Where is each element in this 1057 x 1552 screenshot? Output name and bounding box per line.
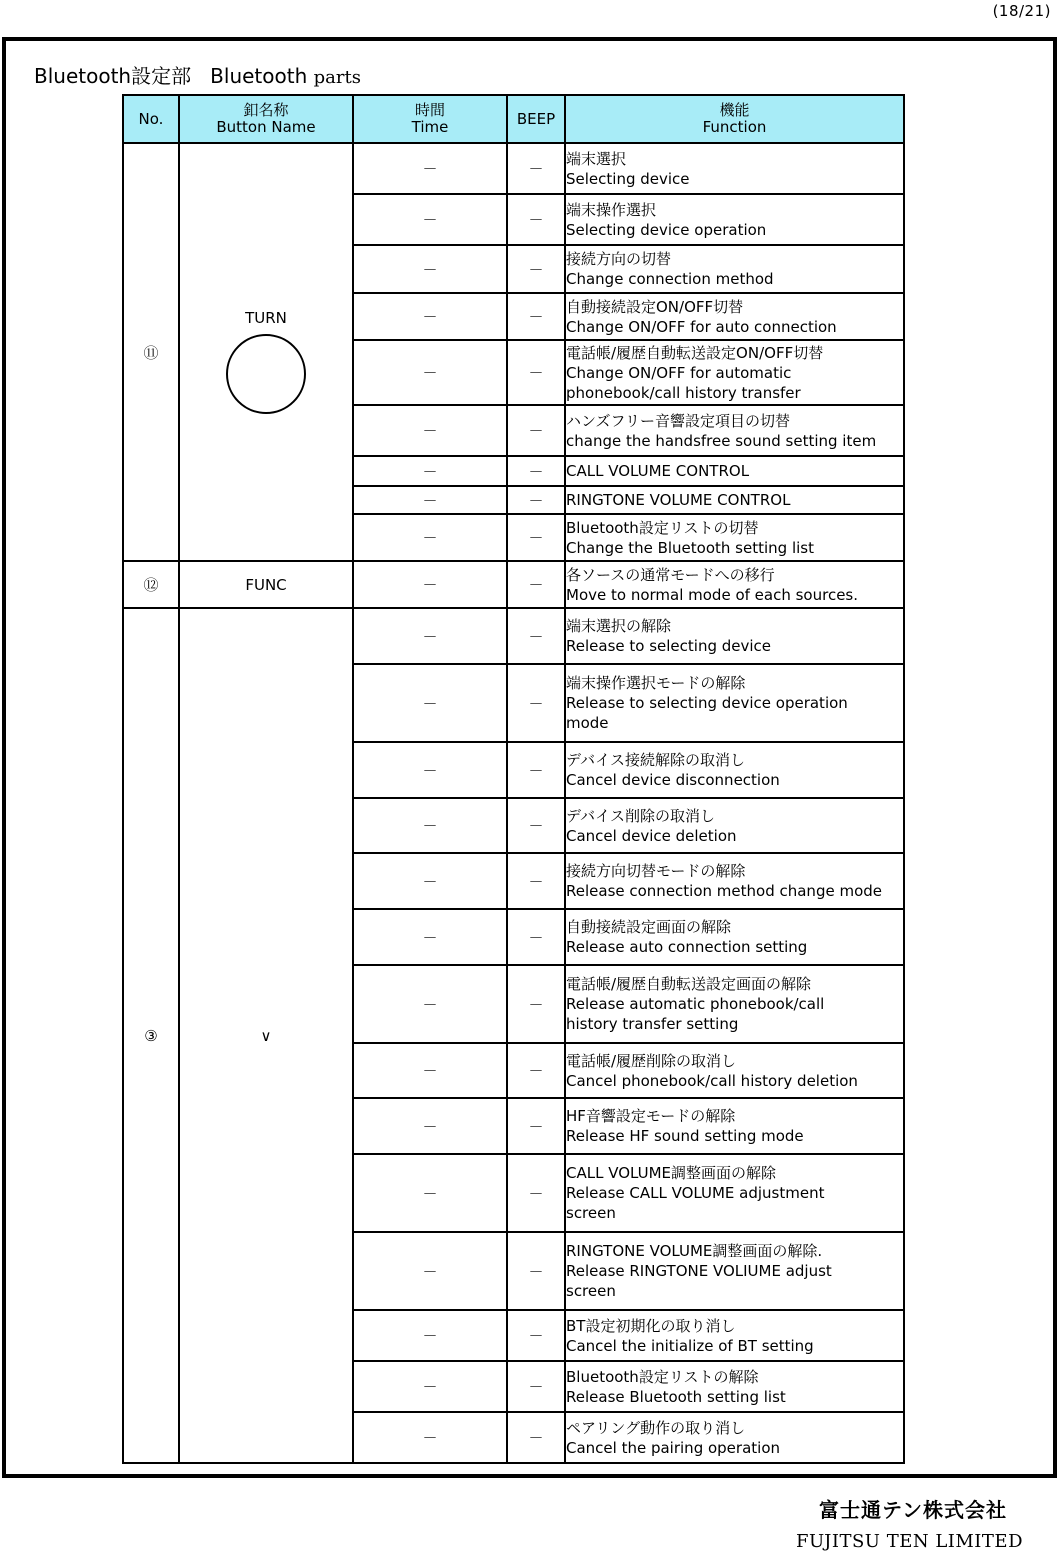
function-line: Release to selecting device bbox=[566, 637, 772, 655]
beep-value: － bbox=[507, 1361, 565, 1412]
time-value: － bbox=[353, 853, 507, 909]
beep-value: － bbox=[507, 340, 565, 405]
function-description bbox=[565, 486, 904, 514]
function-line: phonebook/call history transfer bbox=[566, 383, 801, 402]
function-line: Cancel the pairing operation bbox=[566, 1438, 780, 1457]
function-description bbox=[565, 143, 904, 194]
function-description bbox=[565, 245, 904, 293]
function-description bbox=[565, 340, 904, 405]
button-name: FUNC bbox=[179, 561, 353, 608]
function-line: Release Bluetooth setting list bbox=[566, 1387, 786, 1406]
function-line: Bluetooth設定リストの切替 bbox=[566, 518, 759, 537]
beep-value: － bbox=[507, 194, 565, 245]
beep-value: － bbox=[507, 909, 565, 965]
function-line: ペアリング動作の取り消し bbox=[566, 1418, 746, 1437]
function-line: RINGTONE VOLUME CONTROL bbox=[566, 491, 791, 509]
time-value: － bbox=[353, 1361, 507, 1412]
beep-value: － bbox=[507, 965, 565, 1043]
function-description bbox=[565, 405, 904, 456]
table-row bbox=[123, 608, 904, 664]
beep-value: － bbox=[507, 486, 565, 514]
button-function-table bbox=[122, 94, 905, 1464]
function-line: history transfer setting bbox=[566, 1015, 739, 1033]
time-value: － bbox=[353, 1232, 507, 1310]
section-title bbox=[34, 60, 361, 89]
time-value: － bbox=[353, 514, 507, 561]
function-description bbox=[565, 1154, 904, 1232]
time-value: － bbox=[353, 1154, 507, 1232]
time-value: － bbox=[353, 608, 507, 664]
function-description bbox=[565, 798, 904, 853]
function-description bbox=[565, 561, 904, 608]
time-value: － bbox=[353, 909, 507, 965]
function-line: ハンズフリー音響設定項目の切替 bbox=[566, 411, 790, 430]
function-line: Change ON/OFF for automatic bbox=[566, 363, 792, 382]
function-line: Cancel the initialize of BT setting bbox=[566, 1336, 814, 1355]
function-description bbox=[565, 194, 904, 245]
function-description bbox=[565, 1361, 904, 1412]
button-name: ∨ bbox=[179, 608, 353, 1463]
header-function: 機能 Function bbox=[565, 95, 904, 143]
table-row bbox=[123, 561, 904, 608]
function-line: Release to selecting device operation bbox=[566, 694, 848, 712]
time-value: － bbox=[353, 965, 507, 1043]
time-value: － bbox=[353, 456, 507, 486]
function-line: Change ON/OFF for auto connection bbox=[566, 317, 837, 336]
function-line: 電話帳/履歴削除の取消し bbox=[566, 1051, 737, 1070]
function-line: 電話帳/履歴自動転送設定画面の解除 bbox=[566, 975, 812, 993]
time-value: － bbox=[353, 486, 507, 514]
header-button-name: 釦名称 Button Name bbox=[179, 95, 353, 143]
function-line: HF音響設定モードの解除 bbox=[566, 1107, 736, 1125]
function-description bbox=[565, 853, 904, 909]
function-line: Release connection method change mode bbox=[566, 882, 882, 900]
function-description bbox=[565, 742, 904, 798]
function-line: change the handsfree sound setting item bbox=[566, 431, 877, 450]
time-value: － bbox=[353, 664, 507, 742]
time-value: － bbox=[353, 405, 507, 456]
time-value: － bbox=[353, 798, 507, 853]
time-value: － bbox=[353, 1412, 507, 1463]
time-value: － bbox=[353, 1098, 507, 1154]
company-name-jp: 富士通テン株式会社 bbox=[819, 1498, 1007, 1522]
time-value: － bbox=[353, 1043, 507, 1098]
button-name: TURN bbox=[245, 309, 287, 327]
function-description bbox=[565, 1412, 904, 1463]
function-line: 接続方向切替モードの解除 bbox=[566, 862, 746, 880]
header-no: No. bbox=[123, 95, 179, 143]
row-number: ③ bbox=[123, 608, 179, 1463]
function-description bbox=[565, 1310, 904, 1361]
section-title-en-parts: parts bbox=[313, 67, 361, 88]
function-line: screen bbox=[566, 1204, 616, 1222]
function-description bbox=[565, 965, 904, 1043]
header-time: 時間 Time bbox=[353, 95, 507, 143]
beep-value: － bbox=[507, 664, 565, 742]
section-title-en: Bluetooth bbox=[210, 64, 308, 88]
function-line: 接続方向の切替 bbox=[566, 250, 672, 268]
function-line: CALL VOLUME CONTROL bbox=[566, 462, 750, 480]
function-line: screen bbox=[566, 1282, 616, 1300]
function-line: RINGTONE VOLUME調整画面の解除. bbox=[566, 1242, 823, 1260]
beep-value: － bbox=[507, 742, 565, 798]
time-value: － bbox=[353, 1310, 507, 1361]
row-number: ⑫ bbox=[123, 561, 179, 608]
function-line: デバイス削除の取消し bbox=[566, 806, 715, 825]
beep-value: － bbox=[507, 1232, 565, 1310]
beep-value: － bbox=[507, 561, 565, 608]
time-value: － bbox=[353, 561, 507, 608]
function-line: Selecting device bbox=[566, 169, 690, 188]
function-line: Cancel phonebook/call history deletion bbox=[566, 1071, 858, 1090]
table-body bbox=[123, 143, 904, 1463]
beep-value: － bbox=[507, 1412, 565, 1463]
function-line: Release RINGTONE VOLIUME adjust bbox=[566, 1262, 832, 1280]
turn-knob-icon bbox=[226, 334, 306, 414]
function-line: mode bbox=[566, 714, 609, 732]
beep-value: － bbox=[507, 1098, 565, 1154]
function-line: 各ソースの通常モードへの移行 bbox=[566, 565, 775, 584]
time-value: － bbox=[353, 742, 507, 798]
beep-value: － bbox=[507, 798, 565, 853]
beep-value: － bbox=[507, 514, 565, 561]
function-line: Bluetooth設定リストの解除 bbox=[566, 1367, 759, 1386]
function-line: 電話帳/履歴自動転送設定ON/OFF切替 bbox=[566, 343, 824, 362]
function-line: Change connection method bbox=[566, 270, 774, 288]
button-name-cell bbox=[179, 143, 353, 561]
header-beep: BEEP bbox=[507, 95, 565, 143]
time-value: － bbox=[353, 143, 507, 194]
function-description bbox=[565, 1232, 904, 1310]
function-description bbox=[565, 293, 904, 340]
beep-value: － bbox=[507, 853, 565, 909]
function-line: 端末操作選択モードの解除 bbox=[566, 674, 746, 692]
function-line: Move to normal mode of each sources. bbox=[566, 585, 859, 604]
turn-knob-illustration bbox=[180, 309, 352, 418]
function-line: デバイス接続解除の取消し bbox=[566, 751, 745, 769]
function-description bbox=[565, 1098, 904, 1154]
function-line: 端末操作選択 bbox=[566, 200, 657, 219]
beep-value: － bbox=[507, 245, 565, 293]
beep-value: － bbox=[507, 1154, 565, 1232]
beep-value: － bbox=[507, 293, 565, 340]
function-line: 自動接続設定ON/OFF切替 bbox=[566, 297, 744, 316]
function-line: BT設定初期化の取り消し bbox=[566, 1316, 736, 1335]
time-value: － bbox=[353, 293, 507, 340]
function-line: Release auto connection setting bbox=[566, 938, 808, 956]
function-line: Selecting device operation bbox=[566, 220, 767, 239]
beep-value: － bbox=[507, 1043, 565, 1098]
beep-value: － bbox=[507, 456, 565, 486]
beep-value: － bbox=[507, 608, 565, 664]
function-line: Cancel device deletion bbox=[566, 826, 737, 845]
time-value: － bbox=[353, 340, 507, 405]
function-line: CALL VOLUME調整画面の解除 bbox=[566, 1164, 777, 1182]
function-line: 自動接続設定画面の解除 bbox=[566, 918, 732, 936]
function-line: Release HF sound setting mode bbox=[566, 1127, 804, 1145]
time-value: － bbox=[353, 245, 507, 293]
function-line: 端末選択 bbox=[566, 149, 627, 168]
function-line: Change the Bluetooth setting list bbox=[566, 538, 814, 557]
table-row bbox=[123, 143, 904, 194]
function-description bbox=[565, 608, 904, 664]
function-line: Release automatic phonebook/call bbox=[566, 995, 825, 1013]
page-number: (18/21) bbox=[992, 2, 1051, 20]
function-description bbox=[565, 1043, 904, 1098]
row-number: ⑪ bbox=[123, 143, 179, 561]
function-line: Release CALL VOLUME adjustment bbox=[566, 1184, 825, 1202]
section-title-jp: Bluetooth設定部 bbox=[34, 64, 192, 88]
function-description bbox=[565, 514, 904, 561]
beep-value: － bbox=[507, 1310, 565, 1361]
table-header-row bbox=[123, 95, 904, 143]
time-value: － bbox=[353, 194, 507, 245]
function-description bbox=[565, 909, 904, 965]
function-description bbox=[565, 456, 904, 486]
function-line: 端末選択の解除 bbox=[566, 617, 672, 635]
function-description bbox=[565, 664, 904, 742]
company-name-en: FUJITSU TEN LIMITED bbox=[795, 1531, 1023, 1552]
function-line: Cancel device disconnection bbox=[566, 771, 780, 789]
beep-value: － bbox=[507, 143, 565, 194]
beep-value: － bbox=[507, 405, 565, 456]
